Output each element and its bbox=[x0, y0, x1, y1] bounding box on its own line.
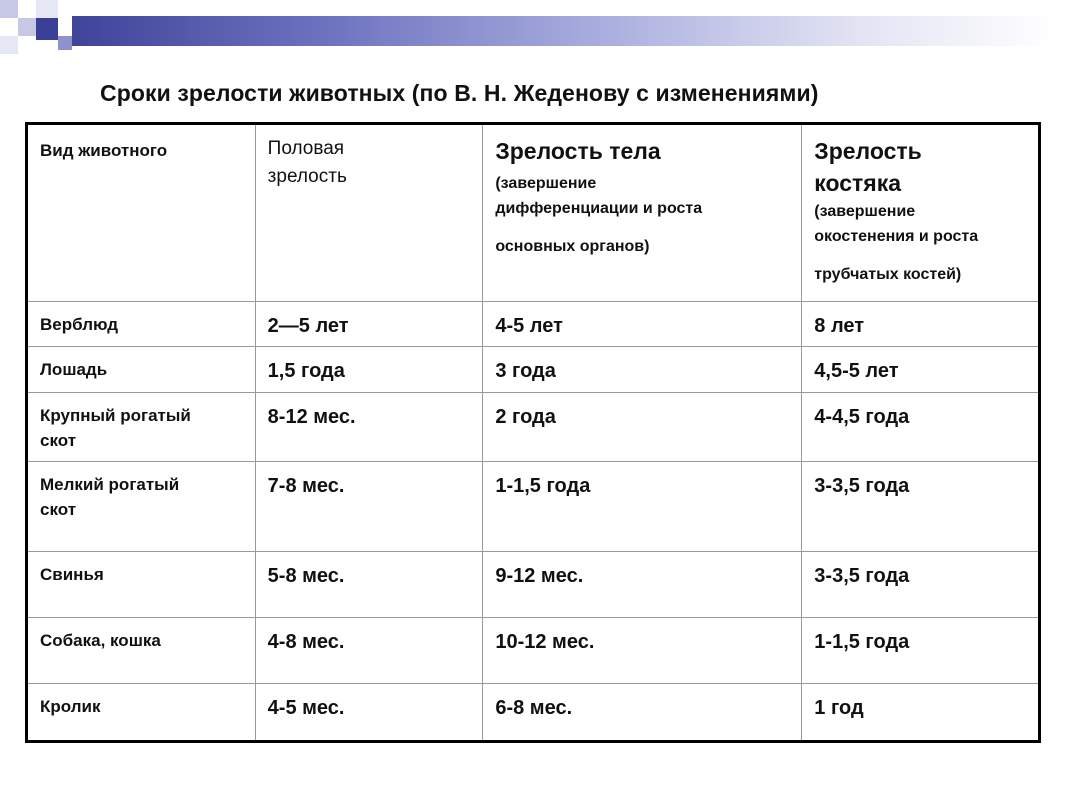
cell-sexual bbox=[255, 393, 483, 462]
animal-name-line1: Мелкий рогатый bbox=[40, 475, 180, 494]
cell-body bbox=[483, 552, 802, 618]
table-row bbox=[27, 684, 1040, 742]
sexual-maturity-value: 5-8 мес. bbox=[267, 565, 345, 587]
cell-body bbox=[483, 347, 802, 393]
cell-body bbox=[483, 684, 802, 742]
table-row bbox=[27, 302, 1040, 347]
header-bone-note-line1: (завершение bbox=[814, 203, 916, 220]
decorative-gradient-bar bbox=[72, 16, 1055, 46]
body-maturity-value: 4-5 лет bbox=[495, 315, 563, 337]
table-row bbox=[27, 552, 1040, 618]
decor-square bbox=[18, 18, 36, 36]
header-species-label: Вид животного bbox=[40, 141, 168, 160]
bone-maturity-value: 4,5-5 лет bbox=[814, 360, 899, 382]
cell-sexual bbox=[255, 618, 483, 684]
cell-animal bbox=[27, 618, 256, 684]
bone-maturity-value: 4-4,5 года bbox=[814, 406, 910, 428]
body-maturity-value: 9-12 мес. bbox=[495, 565, 584, 587]
animal-name: Кролик bbox=[40, 697, 101, 716]
cell-bone bbox=[802, 302, 1040, 347]
table-row bbox=[27, 462, 1040, 552]
animal-name-line2: скот bbox=[40, 500, 77, 519]
animal-name: Свинья bbox=[40, 565, 104, 584]
animal-name-line2: скот bbox=[40, 431, 77, 450]
sexual-maturity-value: 8-12 мес. bbox=[267, 406, 356, 428]
cell-sexual bbox=[255, 347, 483, 393]
cell-bone bbox=[802, 618, 1040, 684]
header-body-note-line3: основных органов) bbox=[495, 238, 650, 255]
animal-name-line1: Крупный рогатый bbox=[40, 406, 191, 425]
header-bone-note-line2: окостенения и роста bbox=[814, 228, 979, 245]
header-bone-maturity bbox=[802, 124, 1040, 302]
cell-animal bbox=[27, 462, 256, 552]
bone-maturity-value: 3-3,5 года bbox=[814, 565, 910, 587]
cell-sexual bbox=[255, 552, 483, 618]
cell-body bbox=[483, 393, 802, 462]
decor-square bbox=[36, 18, 58, 40]
cell-sexual bbox=[255, 302, 483, 347]
cell-sexual bbox=[255, 462, 483, 552]
body-maturity-value: 6-8 мес. bbox=[495, 697, 573, 719]
cell-sexual bbox=[255, 684, 483, 742]
cell-animal bbox=[27, 393, 256, 462]
body-maturity-value: 2 года bbox=[495, 406, 556, 428]
header-body-note-line2: дифференциации и роста bbox=[495, 200, 703, 217]
decorative-header-band bbox=[0, 0, 1075, 62]
table-row bbox=[27, 393, 1040, 462]
sexual-maturity-value: 1,5 года bbox=[267, 360, 345, 382]
sexual-maturity-value: 4-8 мес. bbox=[267, 631, 345, 653]
header-sexual-line2: зрелость bbox=[267, 166, 347, 187]
cell-bone bbox=[802, 347, 1040, 393]
cell-bone bbox=[802, 552, 1040, 618]
header-body-note-line1: (завершение bbox=[495, 175, 597, 192]
decor-square bbox=[58, 36, 72, 50]
maturity-table bbox=[25, 122, 1041, 743]
cell-animal bbox=[27, 347, 256, 393]
cell-animal bbox=[27, 684, 256, 742]
cell-animal bbox=[27, 552, 256, 618]
header-bone-title-line1: Зрелость bbox=[814, 138, 922, 164]
table-row bbox=[27, 347, 1040, 393]
body-maturity-value: 10-12 мес. bbox=[495, 631, 595, 653]
body-maturity-value: 3 года bbox=[495, 360, 556, 382]
decor-square bbox=[0, 0, 18, 18]
cell-bone bbox=[802, 462, 1040, 552]
bone-maturity-value: 8 лет bbox=[814, 315, 865, 337]
cell-body bbox=[483, 302, 802, 347]
decor-square bbox=[36, 0, 58, 18]
cell-animal bbox=[27, 302, 256, 347]
cell-body bbox=[483, 462, 802, 552]
bone-maturity-value: 1-1,5 года bbox=[814, 631, 910, 653]
cell-bone bbox=[802, 684, 1040, 742]
header-body-title: Зрелость тела bbox=[495, 138, 661, 164]
table-row bbox=[27, 618, 1040, 684]
bone-maturity-value: 3-3,5 года bbox=[814, 475, 910, 497]
header-bone-title-line2: костяка bbox=[814, 170, 902, 196]
table-header-row bbox=[27, 124, 1040, 302]
page-title: Сроки зрелости животных (по В. Н. Жеденову с изменениями) bbox=[100, 80, 819, 106]
animal-name: Собака, кошка bbox=[40, 631, 161, 650]
bone-maturity-value: 1 год bbox=[814, 697, 864, 719]
animal-name: Лошадь bbox=[40, 360, 108, 379]
animal-name: Верблюд bbox=[40, 315, 119, 334]
header-sexual-line1: Половая bbox=[267, 138, 345, 159]
header-bone-note-line3: трубчатых костей) bbox=[814, 266, 962, 283]
body-maturity-value: 1-1,5 года bbox=[495, 475, 591, 497]
header-sexual-maturity bbox=[255, 124, 483, 302]
sexual-maturity-value: 2—5 лет bbox=[267, 315, 349, 337]
header-species bbox=[27, 124, 256, 302]
sexual-maturity-value: 7-8 мес. bbox=[267, 475, 345, 497]
sexual-maturity-value: 4-5 мес. bbox=[267, 697, 345, 719]
cell-body bbox=[483, 618, 802, 684]
cell-bone bbox=[802, 393, 1040, 462]
decor-square bbox=[0, 36, 18, 54]
header-body-maturity bbox=[483, 124, 802, 302]
